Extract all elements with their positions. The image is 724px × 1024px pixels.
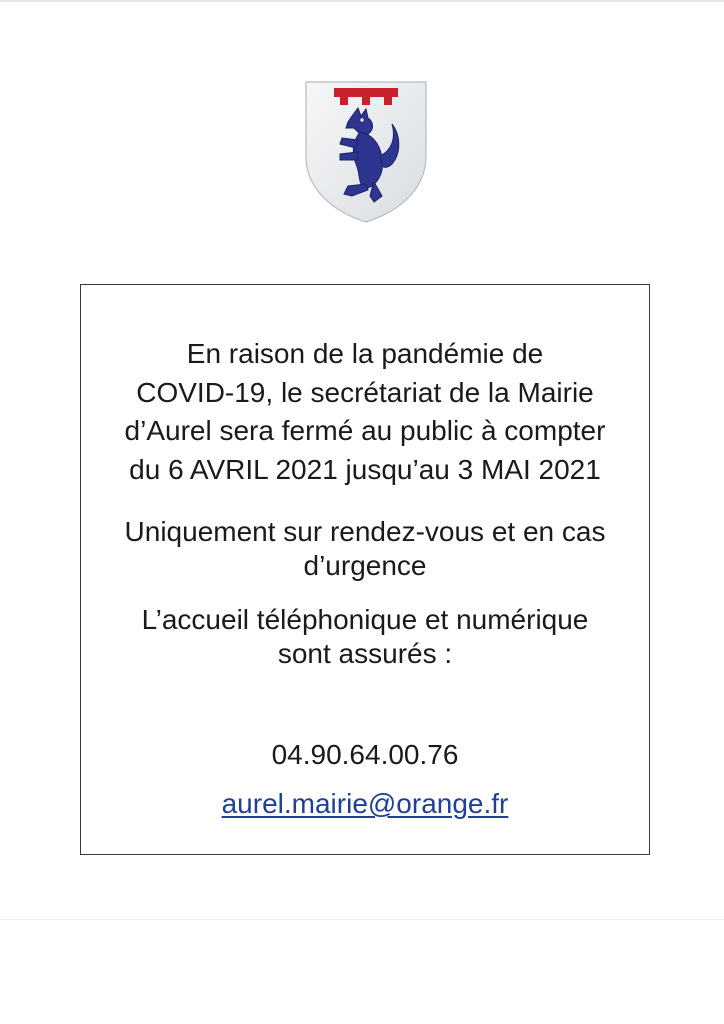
phone-number: 04.90.64.00.76 <box>271 739 459 770</box>
notice-box <box>80 284 650 855</box>
closure-announcement <box>81 337 649 486</box>
scan-artifact-line <box>0 919 724 920</box>
announcement-line: COVID-19, le secrétariat de la Mairie <box>136 376 594 408</box>
contact-intro <box>81 603 649 670</box>
appointment-line: d’urgence <box>303 549 427 581</box>
announcement-line: En raison de la pandémie de <box>186 338 544 369</box>
email-link[interactable]: aurel.mairie@orange.fr <box>221 788 509 819</box>
coat-of-arms-wolf-icon <box>300 78 432 226</box>
contact-intro-line: sont assurés : <box>277 637 453 669</box>
closure-dates-line: du 6 AVRIL 2021 jusqu’au 3 MAI 2021 <box>129 453 601 485</box>
appointment-line: Uniquement sur rendez-vous et en cas <box>124 516 606 547</box>
page-edge <box>0 0 724 2</box>
announcement-line: d’Aurel sera fermé au public à compter <box>124 415 606 447</box>
email-container <box>81 787 649 821</box>
contact-intro-line: L’accueil téléphonique et numérique <box>141 604 589 635</box>
appointment-notice <box>81 515 649 582</box>
